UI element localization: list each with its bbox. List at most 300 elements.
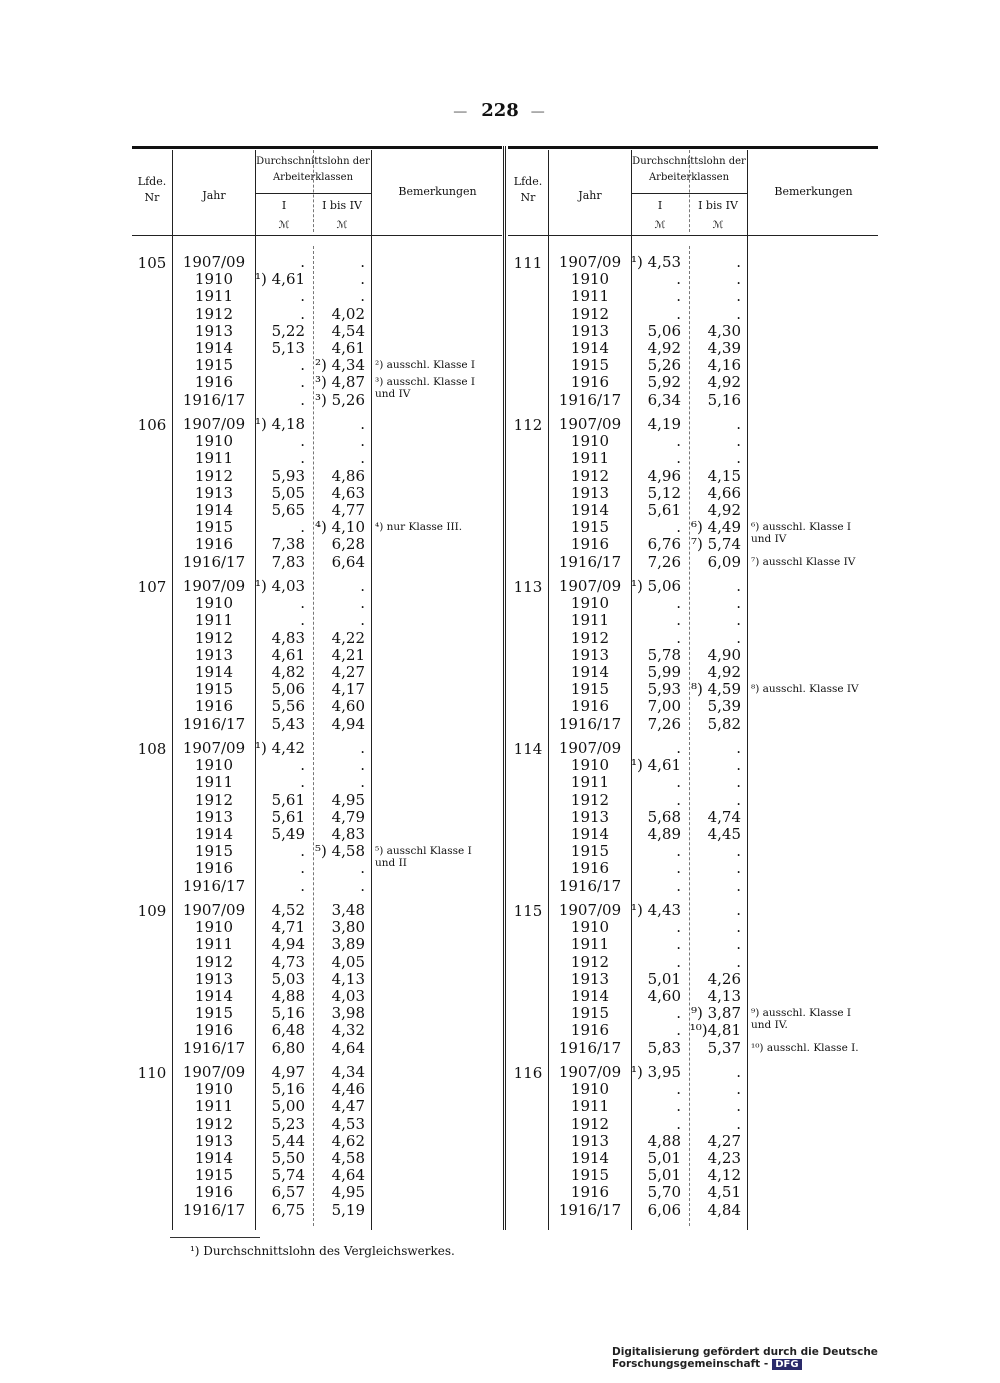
year-cell: 1910 xyxy=(194,756,234,775)
year-cell: 1913 xyxy=(570,483,610,502)
table-row xyxy=(508,878,878,895)
year-cell: 1916 xyxy=(570,535,610,554)
table-row xyxy=(132,340,502,357)
year-cell: 1910 xyxy=(194,432,234,451)
table-group xyxy=(132,578,502,733)
wage-class-i: 4,94 xyxy=(271,935,305,954)
wage-class-i-iv: 4,90 xyxy=(707,645,741,664)
table-row xyxy=(132,612,502,629)
table-row xyxy=(132,1064,502,1081)
subheader-rule xyxy=(631,193,747,194)
wage-class-i: 5,49 xyxy=(271,825,305,843)
wage-class-i: . xyxy=(300,518,305,537)
header-unit: ℳ xyxy=(712,220,724,231)
year-cell: 1913 xyxy=(194,807,234,826)
wage-class-i-iv: . xyxy=(736,790,741,809)
table-row xyxy=(508,502,878,519)
wage-class-i-iv: 4,13 xyxy=(707,987,741,1005)
table-row xyxy=(508,988,878,1005)
wage-class-i: 5,93 xyxy=(271,466,305,485)
header-lfd: Lfde. Nr xyxy=(137,175,167,204)
year-cell: 1911 xyxy=(570,611,610,630)
dash-right: — xyxy=(530,104,547,120)
header-jahr: Jahr xyxy=(202,189,226,202)
year-cell: 1915 xyxy=(570,356,610,375)
table-row xyxy=(132,988,502,1005)
year-cell: 1913 xyxy=(570,969,610,988)
table-row xyxy=(508,740,878,757)
year-cell: 1912 xyxy=(570,304,610,323)
wage-class-i-iv: 4,16 xyxy=(707,356,741,375)
wage-class-i-iv: 5,39 xyxy=(707,697,741,716)
wage-class-i: 5,50 xyxy=(271,1149,305,1167)
table-group xyxy=(132,740,502,895)
year-cell: 1915 xyxy=(194,680,234,699)
remark: ⁹) ausschl. Klasse I und IV. xyxy=(751,1007,852,1032)
wage-class-i: . xyxy=(676,918,681,937)
wage-class-i-iv: 4,58 xyxy=(331,1149,365,1167)
year-cell: 1910 xyxy=(194,270,234,289)
wage-class-i: . xyxy=(676,594,681,613)
table-row xyxy=(508,254,878,271)
table-row xyxy=(132,826,502,843)
wage-class-i: 4,60 xyxy=(647,987,681,1005)
wage-class-i-iv: . xyxy=(736,628,741,647)
wage-class-i-iv: . xyxy=(360,253,365,271)
table-group xyxy=(132,254,502,409)
wage-class-i-iv: . xyxy=(736,842,741,861)
wage-class-i-iv: ¹⁰)4,81 xyxy=(689,1021,741,1040)
year-cell: 1916/17 xyxy=(558,714,622,733)
wage-class-i-iv: ³) 4,87 xyxy=(314,373,365,392)
wage-class-i: 5,01 xyxy=(647,1149,681,1167)
year-cell: 1916 xyxy=(194,859,234,878)
year-cell: 1911 xyxy=(194,773,234,792)
wage-class-i-iv: ⁴) 4,10 xyxy=(314,518,365,537)
wage-class-i: . xyxy=(300,876,305,895)
dash-left: — xyxy=(453,104,470,120)
remark: ⁵) ausschl Klasse I und II xyxy=(375,845,472,870)
table-row xyxy=(508,323,878,340)
remark: ⁶) ausschl. Klasse I und IV xyxy=(751,521,852,546)
header-col-i: I xyxy=(657,199,663,212)
wage-class-i-iv: 6,09 xyxy=(707,552,741,571)
table-row xyxy=(132,1167,502,1184)
entry-number: 111 xyxy=(513,254,543,272)
year-cell: 1914 xyxy=(570,663,610,681)
entry-number: 105 xyxy=(137,254,167,272)
wage-class-i-iv: . xyxy=(736,1080,741,1099)
year-cell: 1907/09 xyxy=(182,253,246,271)
year-cell: 1907/09 xyxy=(558,901,622,919)
wage-class-i-iv: 3,80 xyxy=(331,918,365,937)
wage-class-i-iv: 4,54 xyxy=(331,321,365,340)
credit-text: Digitalisierung gefördert durch die Deutsche Forschungsgemeinschaft - xyxy=(612,1346,878,1370)
header-col-i-iv: I bis IV xyxy=(322,199,362,212)
wage-class-i-iv: 5,19 xyxy=(331,1200,365,1219)
wage-class-i-iv: . xyxy=(736,1114,741,1133)
year-cell: 1907/09 xyxy=(182,901,246,919)
year-cell: 1916/17 xyxy=(182,390,246,409)
header-jahr: Jahr xyxy=(578,189,602,202)
year-cell: 1911 xyxy=(570,935,610,954)
header-bemerkungen: Bemerkungen xyxy=(398,185,477,198)
dfg-logo: DFG xyxy=(772,1359,801,1370)
wage-class-i: . xyxy=(676,1097,681,1116)
wage-class-i: . xyxy=(676,1021,681,1040)
entry-number: 115 xyxy=(513,902,543,920)
year-cell: 1916 xyxy=(194,535,234,554)
entry-number: 116 xyxy=(513,1064,543,1082)
wage-class-i: 5,61 xyxy=(647,501,681,519)
year-cell: 1913 xyxy=(570,1131,610,1150)
year-cell: 1912 xyxy=(570,628,610,647)
year-cell: 1911 xyxy=(570,773,610,792)
table-row xyxy=(508,919,878,936)
year-cell: 1913 xyxy=(194,483,234,502)
wage-class-i: . xyxy=(300,287,305,306)
wage-class-i-iv: 4,12 xyxy=(707,1166,741,1185)
wage-class-i-iv: 4,60 xyxy=(331,697,365,716)
year-cell: 1913 xyxy=(570,321,610,340)
wage-class-i: 7,38 xyxy=(271,535,305,554)
wage-class-i-iv: 4,95 xyxy=(331,1183,365,1202)
wage-class-i: . xyxy=(676,628,681,647)
wage-class-i: . xyxy=(300,356,305,375)
wage-class-i: . xyxy=(300,304,305,323)
year-cell: 1916/17 xyxy=(182,1038,246,1057)
year-cell: 1912 xyxy=(194,952,234,971)
wage-class-i: 5,03 xyxy=(271,969,305,988)
wage-class-i: 5,05 xyxy=(271,483,305,502)
year-cell: 1913 xyxy=(194,969,234,988)
footnote-rule xyxy=(170,1237,260,1238)
year-cell: 1907/09 xyxy=(558,739,622,757)
table-row xyxy=(508,1167,878,1184)
header-durchschnittslohn: Durchschnittslohn der Arbeiterklassen xyxy=(256,156,370,183)
wage-class-i: 6,34 xyxy=(647,390,681,409)
wage-class-i-iv: . xyxy=(736,859,741,878)
year-cell: 1916/17 xyxy=(182,714,246,733)
year-cell: 1916 xyxy=(194,373,234,392)
wage-class-i-iv: . xyxy=(736,304,741,323)
wage-class-i: . xyxy=(676,842,681,861)
wage-class-i: . xyxy=(300,859,305,878)
wage-class-i: 4,96 xyxy=(647,466,681,485)
table-row xyxy=(132,919,502,936)
year-cell: 1912 xyxy=(194,1114,234,1133)
wage-class-i-iv: . xyxy=(736,577,741,595)
wage-class-i-iv: . xyxy=(360,449,365,468)
year-cell: 1910 xyxy=(194,918,234,937)
wage-class-i: 5,68 xyxy=(647,807,681,826)
entry-number: 114 xyxy=(513,740,543,758)
wage-class-i: 5,78 xyxy=(647,645,681,664)
table-row xyxy=(132,1022,502,1039)
year-cell: 1913 xyxy=(194,645,234,664)
wage-class-i: 4,82 xyxy=(271,663,305,681)
wage-class-i-iv: . xyxy=(360,432,365,451)
table-row xyxy=(132,971,502,988)
table-row xyxy=(132,416,502,433)
year-cell: 1916/17 xyxy=(558,552,622,571)
wage-class-i-iv: . xyxy=(736,432,741,451)
year-cell: 1910 xyxy=(570,1080,610,1099)
wage-class-i-iv: . xyxy=(360,876,365,895)
year-cell: 1914 xyxy=(570,987,610,1005)
wage-class-i: 5,13 xyxy=(271,339,305,357)
year-cell: 1916/17 xyxy=(558,390,622,409)
year-cell: 1912 xyxy=(570,466,610,485)
wage-class-i: 6,48 xyxy=(271,1021,305,1040)
wage-class-i-iv: 4,53 xyxy=(331,1114,365,1133)
wage-class-i: ¹) 4,61 xyxy=(255,270,306,289)
wage-class-i: 6,80 xyxy=(271,1038,305,1057)
wage-class-i-iv: ⁸) 4,59 xyxy=(690,680,741,699)
year-cell: 1911 xyxy=(570,1097,610,1116)
table-row xyxy=(508,936,878,953)
wage-class-i: 4,19 xyxy=(647,415,681,433)
wage-class-i-iv: . xyxy=(736,773,741,792)
year-cell: 1913 xyxy=(194,321,234,340)
wage-class-i: ¹) 3,95 xyxy=(631,1063,682,1081)
wage-class-i: . xyxy=(676,859,681,878)
wage-class-i: . xyxy=(676,270,681,289)
wage-class-i-iv: 4,61 xyxy=(331,339,365,357)
wage-class-i: . xyxy=(300,756,305,775)
table-row xyxy=(132,306,502,323)
table-row xyxy=(132,630,502,647)
wage-class-i-iv: 4,17 xyxy=(331,680,365,699)
table-row xyxy=(508,716,878,733)
wage-class-i: . xyxy=(300,253,305,271)
table-group xyxy=(132,416,502,571)
wage-class-i: . xyxy=(300,842,305,861)
table-row xyxy=(508,860,878,877)
table-row xyxy=(132,450,502,467)
wage-class-i-iv: 4,64 xyxy=(331,1038,365,1057)
table-row xyxy=(508,306,878,323)
wage-class-i: . xyxy=(300,390,305,409)
table-group xyxy=(508,902,878,1057)
entry-number: 110 xyxy=(137,1064,167,1082)
year-cell: 1916/17 xyxy=(182,552,246,571)
wage-class-i-iv: 4,66 xyxy=(707,483,741,502)
wage-class-i-iv: 5,16 xyxy=(707,390,741,409)
year-cell: 1907/09 xyxy=(558,415,622,433)
table-row xyxy=(508,468,878,485)
wage-class-i: 7,26 xyxy=(647,714,681,733)
year-cell: 1916/17 xyxy=(558,1038,622,1057)
remark: ¹⁰) ausschl. Klasse I. xyxy=(751,1041,859,1054)
header-col-i: I xyxy=(281,199,287,212)
wage-class-i: . xyxy=(300,373,305,392)
table-row xyxy=(132,809,502,826)
table-row xyxy=(508,774,878,791)
year-cell: 1911 xyxy=(570,287,610,306)
wage-class-i-iv: 6,28 xyxy=(331,535,365,554)
wage-class-i: . xyxy=(676,952,681,971)
wage-class-i-iv: . xyxy=(736,611,741,630)
year-cell: 1915 xyxy=(194,842,234,861)
wage-class-i: 5,00 xyxy=(271,1097,305,1116)
table-group xyxy=(132,1064,502,1219)
year-cell: 1910 xyxy=(194,594,234,613)
wage-class-i-iv: . xyxy=(360,270,365,289)
wage-class-i: 4,88 xyxy=(271,987,305,1005)
table-row xyxy=(132,878,502,895)
left-table xyxy=(132,146,502,1246)
year-cell: 1915 xyxy=(570,1004,610,1023)
year-cell: 1913 xyxy=(570,645,610,664)
year-cell: 1914 xyxy=(194,1149,234,1167)
table-group xyxy=(508,740,878,895)
wage-class-i-iv: . xyxy=(360,773,365,792)
table-row xyxy=(132,323,502,340)
wage-class-i: . xyxy=(676,432,681,451)
year-cell: 1910 xyxy=(570,756,610,775)
year-cell: 1915 xyxy=(570,1166,610,1185)
table-row xyxy=(508,792,878,809)
year-cell: 1916 xyxy=(570,1183,610,1202)
year-cell: 1910 xyxy=(570,918,610,937)
table-row xyxy=(132,1116,502,1133)
table-row xyxy=(132,1040,502,1057)
header-lfd: Lfde. Nr xyxy=(513,175,543,204)
table-row xyxy=(132,1184,502,1201)
header-unit: ℳ xyxy=(654,220,666,231)
table-row xyxy=(132,288,502,305)
entry-number: 112 xyxy=(513,416,543,434)
subheader-rule xyxy=(255,193,371,194)
wage-class-i-iv: 4,05 xyxy=(331,952,365,971)
table-row xyxy=(508,647,878,664)
page-number-value: 228 xyxy=(481,100,519,121)
year-cell: 1915 xyxy=(570,842,610,861)
table-row xyxy=(132,578,502,595)
table-row xyxy=(132,936,502,953)
wage-class-i-iv: ⁹) 3,87 xyxy=(690,1004,741,1023)
year-cell: 1914 xyxy=(194,501,234,519)
table-row xyxy=(132,502,502,519)
wage-class-i-iv: 4,39 xyxy=(707,339,741,357)
wage-class-i: 5,56 xyxy=(271,697,305,716)
wage-class-i-iv: 4,22 xyxy=(331,628,365,647)
wage-class-i-iv: . xyxy=(360,415,365,433)
page-number xyxy=(0,100,1000,121)
table-row xyxy=(132,1081,502,1098)
table-row xyxy=(132,1202,502,1219)
table-row xyxy=(508,1133,878,1150)
wage-class-i-iv: 4,77 xyxy=(331,501,365,519)
table-row xyxy=(132,954,502,971)
table-row xyxy=(508,698,878,715)
year-cell: 1915 xyxy=(570,518,610,537)
remark: ²) ausschl. Klasse I xyxy=(375,359,476,372)
year-cell: 1911 xyxy=(570,449,610,468)
header-col-i-iv: I bis IV xyxy=(698,199,738,212)
wage-class-i-iv: . xyxy=(360,739,365,757)
header-rule xyxy=(508,235,878,236)
table-row xyxy=(508,595,878,612)
year-cell: 1916 xyxy=(194,1021,234,1040)
table-group xyxy=(508,578,878,733)
wage-class-i-iv: 4,84 xyxy=(707,1200,741,1219)
remark: ⁷) ausschl Klasse IV xyxy=(751,555,856,568)
table-row xyxy=(132,554,502,571)
table-row xyxy=(132,716,502,733)
year-cell: 1912 xyxy=(570,952,610,971)
wage-class-i: ¹) 4,61 xyxy=(631,756,682,775)
wage-class-i-iv: . xyxy=(736,287,741,306)
table-row xyxy=(132,1150,502,1167)
table-row xyxy=(508,578,878,595)
table-group xyxy=(508,254,878,409)
wage-class-i-iv: 4,63 xyxy=(331,483,365,502)
year-cell: 1911 xyxy=(194,611,234,630)
wage-class-i: . xyxy=(676,1114,681,1133)
wage-class-i: 5,06 xyxy=(647,321,681,340)
wage-class-i-iv: 4,92 xyxy=(707,663,741,681)
table-group xyxy=(132,902,502,1057)
entry-number: 113 xyxy=(513,578,543,596)
year-cell: 1914 xyxy=(570,501,610,519)
wage-class-i-iv: 4,21 xyxy=(331,645,365,664)
wage-class-i-iv: 4,32 xyxy=(331,1021,365,1040)
wage-class-i-iv: 6,64 xyxy=(331,552,365,571)
wage-class-i: 7,83 xyxy=(271,552,305,571)
table-row xyxy=(132,1005,502,1022)
wage-class-i: 5,01 xyxy=(647,969,681,988)
header-unit: ℳ xyxy=(336,220,348,231)
year-cell: 1912 xyxy=(194,304,234,323)
wage-class-i: . xyxy=(676,790,681,809)
table-group xyxy=(508,1064,878,1219)
wage-class-i-iv: . xyxy=(736,253,741,271)
wage-class-i: . xyxy=(676,611,681,630)
table-row xyxy=(508,1202,878,1219)
wage-class-i: 7,00 xyxy=(647,697,681,716)
wage-class-i-iv: 3,89 xyxy=(331,935,365,954)
wage-class-i-iv: . xyxy=(736,918,741,937)
table-row xyxy=(508,392,878,409)
table-row xyxy=(508,1081,878,1098)
table-row xyxy=(508,1116,878,1133)
header-rule xyxy=(132,235,502,236)
wage-class-i-iv: 4,95 xyxy=(331,790,365,809)
table-row xyxy=(132,1133,502,1150)
wage-class-i: 5,12 xyxy=(647,483,681,502)
wage-class-i: 5,16 xyxy=(271,1080,305,1099)
year-cell: 1907/09 xyxy=(558,1063,622,1081)
wage-class-i-iv: . xyxy=(736,935,741,954)
table-row xyxy=(132,1098,502,1115)
wage-class-i: 5,99 xyxy=(647,663,681,681)
wage-class-i-iv: 3,48 xyxy=(331,901,365,919)
year-cell: 1907/09 xyxy=(182,577,246,595)
year-cell: 1916 xyxy=(194,1183,234,1202)
wage-class-i-iv: 3,98 xyxy=(331,1004,365,1023)
year-cell: 1907/09 xyxy=(558,577,622,595)
table-row xyxy=(508,630,878,647)
header-bemerkungen: Bemerkungen xyxy=(774,185,853,198)
entry-number: 107 xyxy=(137,578,167,596)
wage-class-i: 7,26 xyxy=(647,552,681,571)
year-cell: 1916/17 xyxy=(558,876,622,895)
wage-class-i: 5,16 xyxy=(271,1004,305,1023)
wage-class-i: 5,93 xyxy=(647,680,681,699)
year-cell: 1914 xyxy=(570,339,610,357)
